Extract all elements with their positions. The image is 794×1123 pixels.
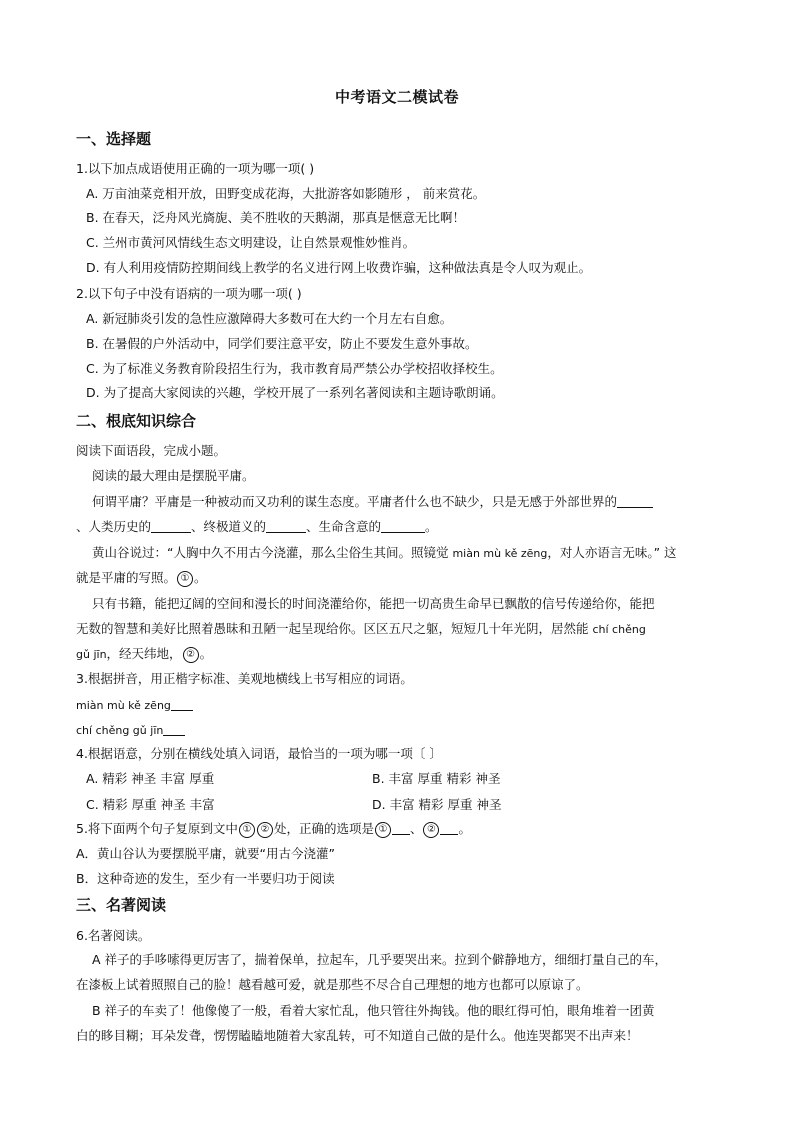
- q3-pinyin-1: miàn mù kě zēng: [76, 699, 171, 712]
- page-title: 中考语文二模试卷: [334, 88, 459, 106]
- passage-text: 。: [425, 519, 438, 534]
- q5-text: 、: [409, 821, 423, 836]
- section-heading-basics: 二、根底知识综合: [76, 412, 197, 430]
- passage-paragraph-3-line-2: [76, 569, 207, 587]
- circled-marker-1: ①: [375, 822, 391, 838]
- fill-blank-2: [151, 520, 191, 533]
- q5-answer-blank-2[interactable]: [440, 822, 458, 835]
- fill-blank-4: [381, 520, 425, 533]
- passage-text: 无数的智慧和美好比照着愚昧和丑陋一起呈现给你。区区五尺之躯，短短几十年光阴，居然能: [76, 621, 593, 636]
- q4-option-b: B. 丰富 厚重 精彩 神圣: [372, 771, 501, 786]
- q3-answer-blank-2[interactable]: [163, 723, 185, 736]
- section-heading-choice: 一、选择题: [76, 130, 152, 148]
- q5-text: 5.将下面两个句子复原到文中: [76, 821, 238, 836]
- passage-text: ，对人亦语言无味。” 这: [547, 545, 677, 560]
- q1-option-b: B. 在春天，泛舟风光旖旎、美不胜收的天鹅湖，那真是惬意无比啊！: [86, 210, 466, 225]
- passage-text: 黄山谷说过：“人胸中久不用古今浇灌，那么尘俗生其间。照镜觉: [92, 545, 453, 560]
- passage-text: 、生命含意的: [306, 519, 382, 534]
- passage-paragraph-4-line-2: [76, 620, 646, 639]
- fill-blank-1: [617, 495, 653, 508]
- passage-text: 。: [199, 646, 213, 661]
- circled-marker-2: ②: [183, 647, 199, 663]
- q4-option-a: A. 精彩 神圣 丰富 厚重: [86, 771, 215, 786]
- q3-item-1: [76, 696, 193, 715]
- q2-option-d: D. 为了提高大家阅读的兴趣，学校开展了一系列名著阅读和主题诗歌朗诵。: [86, 385, 504, 400]
- q3-stem: 3.根据拼音，用正楷字标准、美观地横线上书写相应的词语。: [76, 671, 413, 686]
- q4-option-c: C. 精彩 厚重 神圣 丰富: [86, 797, 215, 812]
- q3-pinyin-2: chí chěng gǔ jīn: [76, 724, 164, 737]
- q1-option-c: C. 兰州市黄河风情线生态文明建设，让自然景观惟妙惟肖。: [86, 235, 416, 250]
- q1-stem: 1.以下加点成语使用正确的一项为哪一项( ): [76, 161, 315, 176]
- passage-paragraph-2-line-1: [92, 493, 653, 511]
- q5-text: 处，正确的选项是: [273, 821, 374, 836]
- q6-excerpt-a-line-2: 在漆板上试着照照自己的脸！越看越可爱，就是那些不尽合自己理想的地方也都可以原谅了。: [76, 977, 589, 992]
- q5-option-a: A．黄山谷认为要摆脱平庸，就要“用古今浇灌”: [76, 846, 336, 861]
- pinyin-chi-cheng: chí chěng: [592, 623, 646, 636]
- q2-option-b: B. 在暑假的户外活动中，同学们要注意平安，防止不要发生意外事故。: [86, 336, 478, 351]
- passage-intro: 阅读下面语段，完成小题。: [76, 443, 227, 458]
- passage-text: 。: [194, 570, 207, 585]
- pinyin-mian-mu-ke-zeng: miàn mù kě zēng: [452, 547, 548, 560]
- q5-text: 。: [458, 821, 471, 836]
- q6-excerpt-b-line-2: 白的眵目糊；耳朵发聋，愣愣瞌瞌地随着大家乱转，可不知道自己做的是什么。他连哭都哭不出声来！: [76, 1028, 639, 1043]
- q5-stem: [76, 820, 471, 838]
- passage-text: 、终极道义的: [191, 519, 267, 534]
- passage-text: 、人类历史的: [76, 519, 152, 534]
- q2-option-a: A. 新冠肺炎引发的急性应激障碍大多数可在大约一个月左右自愈。: [86, 311, 453, 326]
- q1-option-a: A. 万亩油菜竞相开放，田野变成花海，大批游客如影随形 ， 前来赏花。: [86, 186, 486, 201]
- circled-marker-1: ①: [239, 822, 255, 838]
- q4-stem: 4.根据语意，分别在横线处填入词语，最恰当的一项为哪一项〔 〕: [76, 746, 442, 761]
- passage-paragraph-2-line-2: [76, 518, 438, 536]
- circled-marker-2: ②: [257, 822, 273, 838]
- passage-paragraph-1: 阅读的最大理由是摆脱平庸。: [92, 468, 255, 483]
- q4-option-d: D. 丰富 精彩 厚重 神圣: [372, 797, 502, 812]
- section-heading-classics: 三、名著阅读: [76, 896, 167, 914]
- circled-marker-2: ②: [423, 822, 439, 838]
- passage-paragraph-3-line-1: [92, 544, 677, 563]
- passage-text: 就是平庸的写照。: [76, 570, 177, 585]
- q6-excerpt-a-line-1: A 祥子的手哆嗦得更厉害了，揣着保单，拉起车，几乎要哭出来。拉到个僻静地方，细细打量自己的车，: [92, 952, 668, 967]
- q6-excerpt-b-line-1: B 祥子的车卖了！他像傻了一般，看着大家忙乱，他只管往外掏钱。他的眼红得可怕，眼角堆着一团黄: [92, 1003, 655, 1018]
- q2-stem: 2.以下句子中没有语病的一项为哪一项( ): [76, 286, 302, 301]
- fill-blank-3: [266, 520, 306, 533]
- circled-marker-1: ①: [177, 571, 193, 587]
- pinyin-gu-jin: gǔ jīn: [76, 648, 107, 661]
- passage-paragraph-4-line-3: [76, 645, 212, 664]
- q6-stem: 6.名著阅读。: [76, 928, 151, 943]
- q5-option-b: B．这种奇迹的发生，至少有一半要归功于阅读: [76, 871, 335, 886]
- q1-option-d: D. 有人利用疫情防控期间线上教学的名义进行网上收费诈骗，这种做法真是令人叹为观止。: [86, 260, 592, 275]
- q2-option-c: C. 为了标准义务教育阶段招生行为，我市教育局严禁公办学校招收择校生。: [86, 361, 503, 376]
- q5-answer-blank-1[interactable]: [392, 822, 410, 835]
- q3-answer-blank-1[interactable]: [171, 698, 193, 711]
- passage-text: ，经天纬地，: [106, 646, 182, 661]
- passage-paragraph-4-line-1: 只有书籍，能把辽阔的空间和漫长的时间浇灌给你，能把一切高贵生命早已飘散的信号传递给你，能把: [92, 596, 655, 611]
- q3-item-2: [76, 721, 185, 740]
- passage-text: 何谓平庸？平庸是一种被动而又功利的谋生态度。平庸者什么也不缺少，只是无感于外部世界的: [92, 494, 618, 509]
